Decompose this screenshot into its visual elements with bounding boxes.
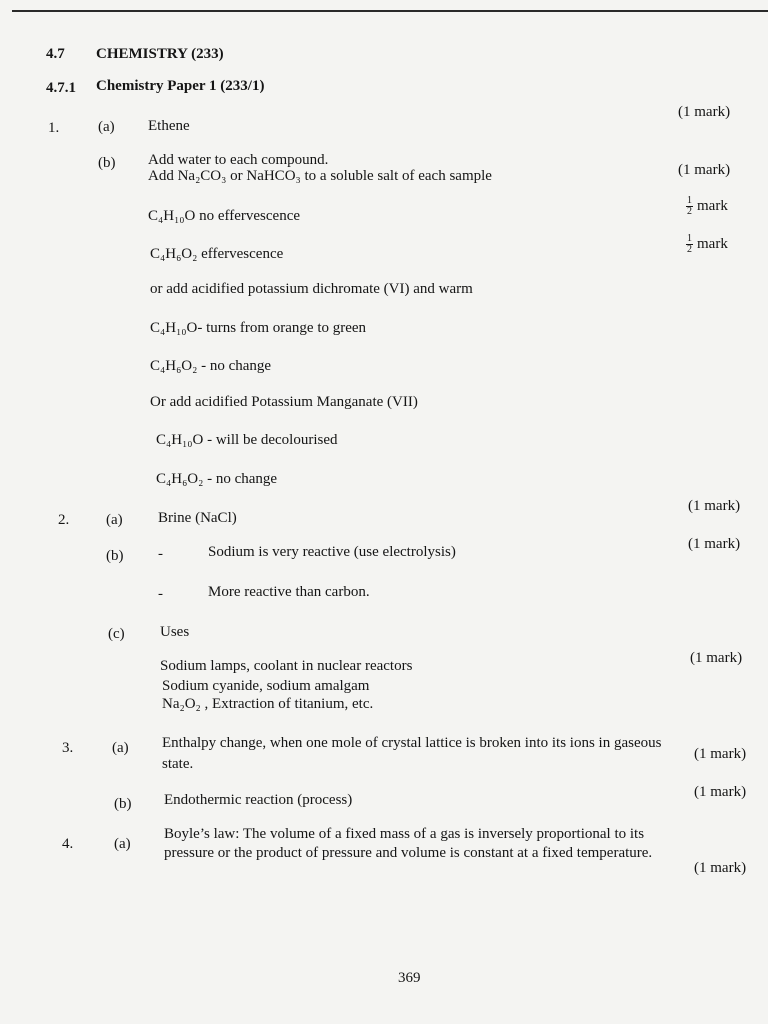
answer-text: Sodium lamps, coolant in nuclear reactors (160, 658, 413, 674)
part-label: (a) (114, 836, 131, 852)
mark-label: (1 mark) (678, 162, 731, 178)
half-fraction: $\frac{1}{2}$ (687, 195, 692, 217)
answer-text: pressure or the product of pressure and volume is constant at a fixed temperature. (164, 845, 653, 861)
part-label: (a) (106, 512, 123, 528)
half-mark-label: $\frac{1}{2}$ mark (687, 195, 728, 217)
answer-text: Sodium cyanide, sodium amalgam (162, 678, 370, 694)
answer-text: Boyle’s law: The volume of a fixed mass of a gas is inversely proportional to its (164, 826, 645, 842)
answer-text: Sodium is very reactive (use electrolysis) (208, 544, 456, 560)
question-number: 4. (62, 836, 74, 852)
mark-label: (1 mark) (688, 498, 741, 514)
answer-text: Ethene (148, 118, 190, 134)
answer-text: Add water to each compound. (148, 152, 329, 168)
subsection-number: 4.7.1 (46, 80, 76, 96)
part-label: (b) (114, 796, 132, 812)
section-title: CHEMISTRY (233) (96, 46, 224, 62)
mark-label: (1 mark) (690, 650, 743, 666)
answer-text: state. (162, 756, 194, 772)
question-number: 1. (48, 120, 60, 136)
mark-label: (1 mark) (694, 746, 747, 762)
answer-text: or add acidified potassium dichromate (VI) and warm (150, 281, 473, 297)
half-fraction: $\frac{1}{2}$ (687, 233, 692, 255)
part-label: (b) (106, 548, 124, 564)
mark-label: (1 mark) (678, 104, 731, 120)
answer-text: C₄H₁₀O no effervescence (148, 208, 301, 224)
answer-text: Add Na₂CO₃ or NaHCO₃ to a soluble salt of each sample (148, 168, 492, 184)
answer-text: C₄H₆O₂ effervescence (150, 246, 284, 262)
answer-text: Na₂O₂ , Extraction of titanium, etc. (162, 696, 374, 712)
answer-text: C₄H₁₀O- turns from orange to green (150, 320, 367, 336)
half-mark-label: $\frac{1}{2}$ mark (687, 233, 728, 255)
mark-label: (1 mark) (688, 536, 741, 552)
answer-text: Or add acidified Potassium Manganate (VII) (150, 394, 418, 410)
question-number: 3. (62, 740, 74, 756)
part-label: (a) (112, 740, 129, 756)
bullet-dash: - (158, 546, 163, 562)
answer-text: Enthalpy change, when one mole of crystal lattice is broken into its ions in gaseous (162, 735, 662, 751)
answer-text: C₄H₁₀O - will be decolourised (156, 432, 338, 448)
bullet-dash: - (158, 586, 163, 602)
section-number: 4.7 (46, 46, 65, 62)
mark-label: (1 mark) (694, 860, 747, 876)
answer-text: C₄H₆O₂ - no change (156, 471, 278, 487)
answer-text: C₄H₆O₂ - no change (150, 358, 272, 374)
mark-label: (1 mark) (694, 784, 747, 800)
question-number: 2. (58, 512, 70, 528)
part-label: (a) (98, 119, 115, 135)
part-label: (b) (98, 155, 116, 171)
page-number: 369 (398, 970, 421, 986)
answer-text: Endothermic reaction (process) (164, 792, 353, 808)
answer-text: Brine (NaCl) (158, 510, 237, 526)
answer-heading: Uses (160, 624, 190, 640)
answer-text: More reactive than carbon. (208, 584, 370, 600)
part-label: (c) (108, 626, 125, 642)
subsection-title: Chemistry Paper 1 (233/1) (96, 78, 265, 94)
